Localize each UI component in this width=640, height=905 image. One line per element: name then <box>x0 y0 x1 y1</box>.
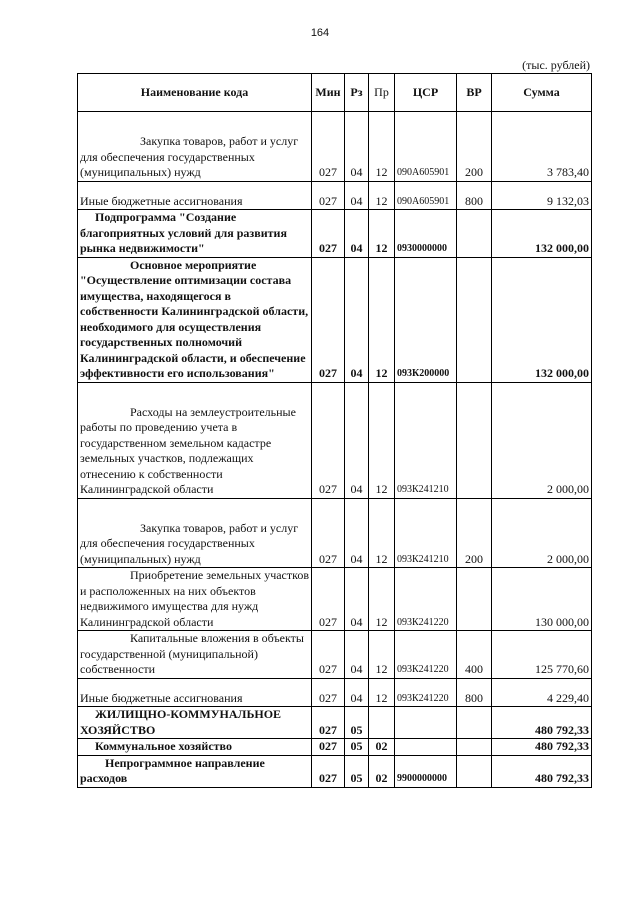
row-vr: 200 <box>457 112 492 182</box>
row-name: Закупка товаров, работ и услуг для обеспечения государственных (муниципальных) нужд <box>78 112 312 182</box>
row-sum: 2 000,00 <box>492 498 592 568</box>
row-csr: 093К241220 <box>395 678 457 707</box>
row-vr <box>457 210 492 258</box>
row-min: 027 <box>312 181 345 210</box>
table-row <box>78 755 592 787</box>
table-row <box>78 112 592 182</box>
row-csr: 093К241210 <box>395 498 457 568</box>
page-number: 164 <box>310 27 330 39</box>
row-name: Коммунальное хозяйство <box>78 739 312 756</box>
row-vr <box>457 755 492 787</box>
row-sum: 2 000,00 <box>492 382 592 498</box>
row-csr: 090А605901 <box>395 112 457 182</box>
row-rz: 05 <box>345 707 369 739</box>
budget-table <box>77 73 592 788</box>
row-sum: 132 000,00 <box>492 257 592 382</box>
row-rz: 05 <box>345 755 369 787</box>
row-sum: 132 000,00 <box>492 210 592 258</box>
row-min: 027 <box>312 739 345 756</box>
row-csr: 9900000000 <box>395 755 457 787</box>
row-csr: 093К241210 <box>395 382 457 498</box>
row-name: Закупка товаров, работ и услуг для обеспечения государственных (муниципальных) нужд <box>78 498 312 568</box>
table-row <box>78 257 592 382</box>
row-sum: 480 792,33 <box>492 755 592 787</box>
units-label: (тыс. рублей) <box>522 58 590 72</box>
table-row <box>78 631 592 679</box>
header-rz: Рз <box>345 74 369 112</box>
row-min: 027 <box>312 382 345 498</box>
row-rz: 04 <box>345 210 369 258</box>
header-pr: Пр <box>369 74 395 112</box>
table-row <box>78 678 592 707</box>
row-name: Расходы на землеустроительные работы по проведению учета в государственном земельном кадастре земельных участков, подлежащих отнесению к собственности Калининградской области <box>78 382 312 498</box>
row-csr: 090А605901 <box>395 181 457 210</box>
row-pr: 12 <box>369 112 395 182</box>
header-csr: ЦСР <box>395 74 457 112</box>
row-min: 027 <box>312 678 345 707</box>
row-vr: 800 <box>457 181 492 210</box>
row-name: Непрограммное направление расходов <box>78 755 312 787</box>
row-pr: 12 <box>369 210 395 258</box>
table-row <box>78 181 592 210</box>
row-sum: 480 792,33 <box>492 739 592 756</box>
table-row <box>78 707 592 739</box>
header-min: Мин <box>312 74 345 112</box>
row-pr: 12 <box>369 498 395 568</box>
row-rz: 04 <box>345 257 369 382</box>
row-min: 027 <box>312 631 345 679</box>
row-rz: 04 <box>345 181 369 210</box>
row-csr: 093К241220 <box>395 568 457 631</box>
header-name: Наименование кода <box>78 74 312 112</box>
row-pr <box>369 707 395 739</box>
row-csr: 0930000000 <box>395 210 457 258</box>
row-pr: 12 <box>369 631 395 679</box>
row-pr: 12 <box>369 678 395 707</box>
table-row <box>78 498 592 568</box>
row-csr: 093К200000 <box>395 257 457 382</box>
row-rz: 04 <box>345 498 369 568</box>
header-vr: ВР <box>457 74 492 112</box>
row-name: ЖИЛИЩНО-КОММУНАЛЬНОЕ ХОЗЯЙСТВО <box>78 707 312 739</box>
row-name: Подпрограмма "Создание благоприятных условий для развития рынка недвижимости" <box>78 210 312 258</box>
row-min: 027 <box>312 498 345 568</box>
row-rz: 04 <box>345 568 369 631</box>
table-row <box>78 210 592 258</box>
row-name: Капитальные вложения в объекты государственной (муниципальной) собственности <box>78 631 312 679</box>
row-vr: 400 <box>457 631 492 679</box>
row-vr: 800 <box>457 678 492 707</box>
row-vr <box>457 382 492 498</box>
row-csr: 093К241220 <box>395 631 457 679</box>
row-pr: 12 <box>369 257 395 382</box>
row-min: 027 <box>312 210 345 258</box>
row-pr: 12 <box>369 382 395 498</box>
row-csr <box>395 707 457 739</box>
row-name: Основное мероприятие "Осуществление оптимизации состава имущества, находящегося в собственности Калининградской области, необходимого для осуществления государственных полномочий Калининградской области, и обеспечение эффективности его использования" <box>78 257 312 382</box>
row-rz: 04 <box>345 112 369 182</box>
header-sum: Сумма <box>492 74 592 112</box>
row-sum: 3 783,40 <box>492 112 592 182</box>
row-csr <box>395 739 457 756</box>
row-pr: 12 <box>369 181 395 210</box>
row-pr: 12 <box>369 568 395 631</box>
row-rz: 04 <box>345 631 369 679</box>
table-header-row <box>78 74 592 112</box>
table-row <box>78 382 592 498</box>
row-vr <box>457 707 492 739</box>
row-min: 027 <box>312 755 345 787</box>
row-name: Приобретение земельных участков и расположенных на них объектов недвижимого имущества для нужд Калининградской области <box>78 568 312 631</box>
row-vr <box>457 739 492 756</box>
row-pr: 02 <box>369 739 395 756</box>
row-min: 027 <box>312 707 345 739</box>
row-rz: 04 <box>345 382 369 498</box>
row-sum: 130 000,00 <box>492 568 592 631</box>
row-sum: 4 229,40 <box>492 678 592 707</box>
row-sum: 125 770,60 <box>492 631 592 679</box>
row-rz: 04 <box>345 678 369 707</box>
row-name: Иные бюджетные ассигнования <box>78 181 312 210</box>
row-min: 027 <box>312 112 345 182</box>
table-row <box>78 568 592 631</box>
row-name: Иные бюджетные ассигнования <box>78 678 312 707</box>
row-sum: 9 132,03 <box>492 181 592 210</box>
table-row <box>78 739 592 756</box>
row-vr: 200 <box>457 498 492 568</box>
row-min: 027 <box>312 257 345 382</box>
row-rz: 05 <box>345 739 369 756</box>
row-min: 027 <box>312 568 345 631</box>
row-pr: 02 <box>369 755 395 787</box>
row-vr <box>457 568 492 631</box>
row-vr <box>457 257 492 382</box>
row-sum: 480 792,33 <box>492 707 592 739</box>
